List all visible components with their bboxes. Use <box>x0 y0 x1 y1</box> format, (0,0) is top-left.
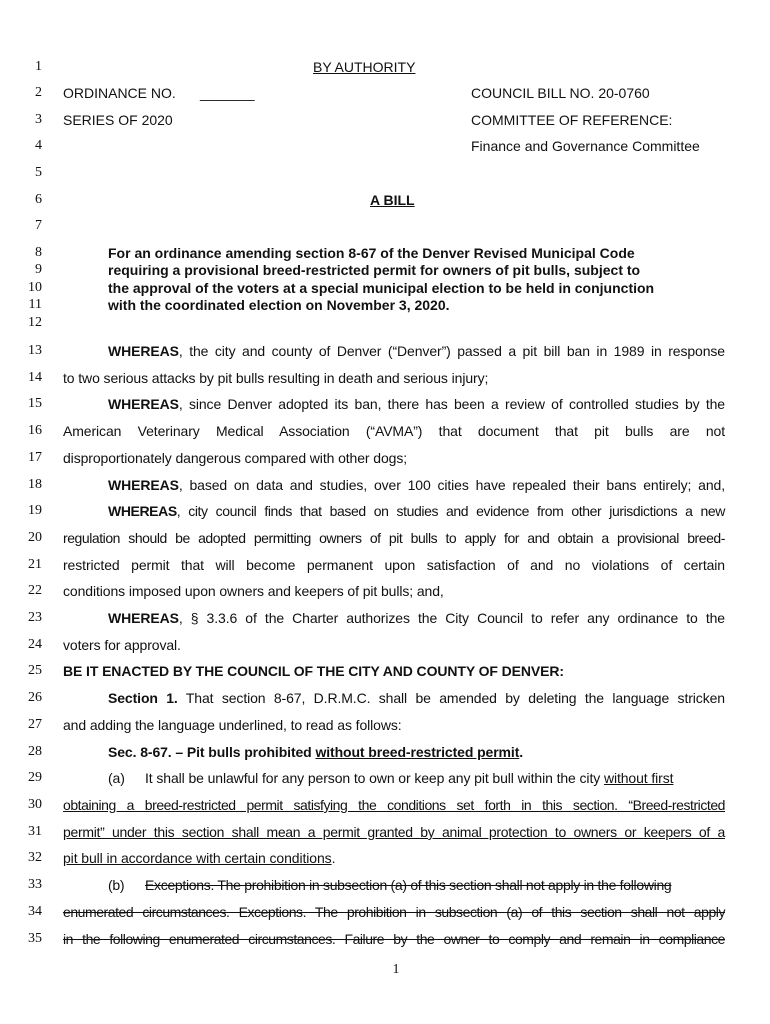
bill-title-line: requiring a provisional breed-restricted permit for owners of pit bulls, subject to <box>108 262 641 278</box>
section-label: Section 1. <box>108 690 178 706</box>
body-text: It shall be unlawful for any person to own or keep any pit bull within the city <box>145 770 604 786</box>
body-line-14: to two serious attacks by pit bulls resulting in death and serious injury; <box>63 370 489 386</box>
line-number: 18 <box>28 477 42 492</box>
body-line-19 <box>108 503 725 519</box>
ordinance-number-blank: _______ <box>200 85 255 101</box>
line-number: 28 <box>28 744 42 759</box>
committee-name: Finance and Governance Committee <box>471 138 700 154</box>
line-number: 23 <box>28 610 42 625</box>
body-line-26 <box>108 690 725 706</box>
deleted-text: Exceptions. The prohibition in subsection (a) of this section shall not apply in the following <box>145 877 672 893</box>
section-heading <box>108 744 725 760</box>
subsection-label: (b) <box>108 877 125 893</box>
line-number: 12 <box>28 315 42 330</box>
subsection-label: (a) <box>108 770 125 786</box>
line-number: 8 <box>35 245 42 260</box>
line-number: 11 <box>28 297 42 312</box>
body-line-29 <box>108 770 725 786</box>
ordinance-number-label: ORDINANCE NO. <box>63 85 176 101</box>
line-number: 22 <box>28 583 42 598</box>
body-text: That section 8-67, D.R.M.C. shall be amended by deleting the language stricken <box>177 690 725 706</box>
line-number: 20 <box>28 530 42 545</box>
line-number: 29 <box>28 770 42 785</box>
line-number: 31 <box>28 824 42 839</box>
line-number: 25 <box>28 663 42 678</box>
line-number: 2 <box>35 85 42 100</box>
line-number: 15 <box>28 396 42 411</box>
body-text: , city council finds that based on studies and evidence from other jurisdictions a new <box>176 503 725 519</box>
bill-title-line: with the coordinated election on November 3, 2020. <box>108 297 450 313</box>
line-number: 1 <box>35 59 42 74</box>
line-number: 34 <box>28 904 42 919</box>
body-line-22: conditions imposed upon owners and keepers of pit bulls; and, <box>63 583 444 599</box>
whereas-keyword: WHEREAS <box>108 610 179 626</box>
line-number: 32 <box>28 850 42 865</box>
body-text: , the city and county of Denver (“Denver”) passed a pit bill ban in 1989 in response <box>178 343 725 359</box>
line-number: 6 <box>35 192 42 207</box>
line-number: 13 <box>28 343 42 358</box>
whereas-keyword: WHEREAS <box>108 477 179 493</box>
body-line-33 <box>108 877 725 893</box>
body-line-24: voters for approval. <box>63 637 181 653</box>
body-line-16: American Veterinary Medical Association (“AVMA”) that document that pit bulls are not <box>63 423 725 439</box>
body-text: . <box>331 850 336 866</box>
body-line-34: enumerated circumstances. Exceptions. The prohibition in subsection (a) of this section shall not apply <box>63 904 725 920</box>
line-number: 16 <box>28 423 42 438</box>
committee-of-reference-label: COMMITTEE OF REFERENCE: <box>471 112 673 128</box>
body-line-32 <box>63 850 725 866</box>
line-number: 35 <box>28 931 42 946</box>
by-authority-heading: BY AUTHORITY <box>313 59 416 75</box>
line-number: 26 <box>28 690 42 705</box>
enacting-clause: BE IT ENACTED BY THE COUNCIL OF THE CITY AND COUNTY OF DENVER: <box>63 663 564 679</box>
body-line-20: regulation should be adopted permitting owners of pit bulls to apply for and obtain a provisional breed- <box>63 530 725 546</box>
line-number: 4 <box>35 138 42 153</box>
body-line-31: permit” under this section shall mean a permit granted by animal protection to owners or keepers of a <box>63 824 725 840</box>
inserted-text: without first <box>603 770 674 786</box>
line-number: 30 <box>28 797 42 812</box>
body-line-17: disproportionately dangerous compared with other dogs; <box>63 450 408 466</box>
inserted-text: without breed-restricted permit <box>315 744 520 760</box>
line-number: 5 <box>35 165 42 180</box>
body-line-15 <box>108 396 725 412</box>
body-text: , based on data and studies, over 100 cities have repealed their bans entirely; and, <box>178 477 725 493</box>
body-line-21: restricted permit that will become permanent upon satisfaction of and no violations of certain <box>63 557 725 573</box>
body-line-35: in the following enumerated circumstances. Failure by the owner to comply and remain in compliance <box>63 931 725 947</box>
line-number: 3 <box>35 112 42 127</box>
series-label: SERIES OF 2020 <box>63 112 173 128</box>
line-number: 7 <box>35 218 42 233</box>
section-heading-period: . <box>519 744 524 760</box>
line-number: 17 <box>28 450 42 465</box>
line-number: 33 <box>28 877 42 892</box>
whereas-keyword: WHEREAS <box>108 503 177 519</box>
section-heading-text: Sec. 8-67. – Pit bulls prohibited <box>108 744 316 760</box>
inserted-text: pit bull in accordance with certain conditions <box>63 850 332 866</box>
bill-title-line: the approval of the voters at a special municipal election to be held in conjunction <box>108 280 655 296</box>
line-number: 10 <box>28 280 42 295</box>
whereas-keyword: WHEREAS <box>108 396 179 412</box>
body-line-27: and adding the language underlined, to read as follows: <box>63 717 402 733</box>
council-bill-number: COUNCIL BILL NO. 20-0760 <box>471 85 650 101</box>
line-number: 27 <box>28 717 42 732</box>
body-line-18 <box>108 477 725 493</box>
body-text: , since Denver adopted its ban, there has been a review of controlled studies by the <box>178 396 725 412</box>
body-line-30: obtaining a breed-restricted permit satisfying the conditions set forth in this section. “Breed-restricted <box>63 797 725 813</box>
whereas-keyword: WHEREAS <box>108 343 179 359</box>
line-number: 24 <box>28 637 42 652</box>
page-number: 1 <box>392 962 400 977</box>
line-number: 14 <box>28 370 42 385</box>
line-number: 21 <box>28 557 42 572</box>
a-bill-heading: A BILL <box>370 192 415 208</box>
body-text: , § 3.3.6 of the Charter authorizes the City Council to refer any ordinance to the <box>178 610 725 626</box>
bill-title-line: For an ordinance amending section 8-67 of the Denver Revised Municipal Code <box>108 245 635 261</box>
body-line-13 <box>108 343 725 359</box>
line-number: 9 <box>35 262 42 277</box>
body-line-23 <box>108 610 725 626</box>
line-number: 19 <box>28 503 42 518</box>
